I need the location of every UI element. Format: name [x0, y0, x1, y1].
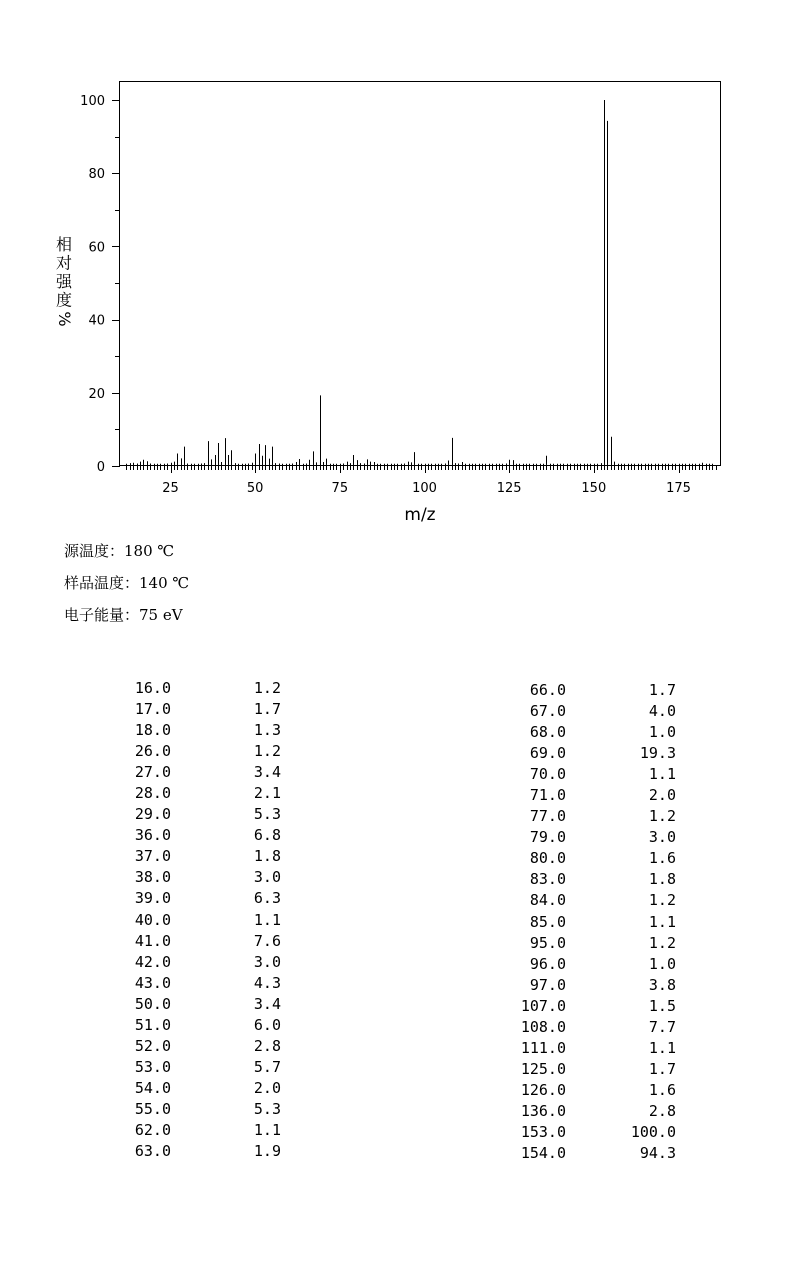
- intensity-value: 100.0: [630, 1122, 676, 1141]
- intensity-value: 1.7: [648, 1059, 676, 1078]
- intensity-value: 3.0: [253, 868, 281, 887]
- intensity-value: 3.0: [648, 828, 676, 847]
- mz-value: 71.0: [529, 786, 566, 805]
- intensity-value: 2.1: [253, 784, 281, 803]
- mz-value: 97.0: [529, 975, 566, 994]
- intensity-value: 1.7: [648, 681, 676, 699]
- mz-value: 54.0: [134, 1078, 171, 1097]
- y-tick-label: 40: [88, 313, 105, 329]
- mz-value: 41.0: [134, 931, 171, 950]
- y-tick-label: 20: [88, 386, 105, 402]
- mz-value: 153.0: [520, 1122, 566, 1141]
- intensity-value: 4.3: [253, 973, 281, 992]
- x-tick-label: 150: [581, 481, 607, 496]
- mass-spectrum-chart: [0, 0, 794, 530]
- x-tick-label: 25: [162, 481, 179, 496]
- mz-value: 27.0: [134, 763, 171, 782]
- mz-value: 136.0: [520, 1101, 566, 1120]
- mz-value: 36.0: [134, 826, 171, 845]
- intensity-value: 2.8: [253, 1036, 281, 1055]
- intensity-value: 5.7: [253, 1057, 281, 1076]
- mz-value: 154.0: [520, 1144, 566, 1163]
- mz-value: 50.0: [134, 994, 171, 1013]
- plot-frame: [120, 82, 721, 466]
- intensity-value: 7.7: [648, 1017, 676, 1036]
- y-axis-label-char: 相: [55, 235, 73, 254]
- mz-value: 26.0: [134, 742, 171, 761]
- intensity-value: 1.9: [253, 1142, 281, 1161]
- mz-value: 84.0: [529, 891, 566, 910]
- intensity-value: 5.3: [253, 805, 281, 824]
- intensity-value: 3.8: [648, 975, 676, 994]
- mz-value: 53.0: [134, 1057, 171, 1076]
- mz-value: 80.0: [529, 849, 566, 868]
- intensity-value: 1.2: [648, 933, 676, 952]
- mz-value: 85.0: [529, 912, 566, 931]
- intensity-value: 1.1: [648, 1038, 676, 1057]
- intensity-value: 1.0: [648, 723, 676, 742]
- mz-value: 108.0: [520, 1017, 566, 1036]
- intensity-value: 5.3: [253, 1099, 281, 1118]
- intensity-value: 1.1: [648, 912, 676, 931]
- x-axis-label: m/z: [404, 505, 436, 525]
- intensity-value: 3.0: [253, 952, 281, 971]
- mz-value: 18.0: [134, 721, 171, 740]
- mz-value: 39.0: [134, 889, 171, 908]
- intensity-value: 2.8: [648, 1101, 676, 1120]
- x-tick-label: 175: [666, 481, 691, 496]
- mz-value: 55.0: [134, 1099, 171, 1118]
- source-temperature: 源温度：180 ℃: [64, 542, 175, 560]
- mz-value: 69.0: [529, 744, 566, 763]
- y-axis-label-char: 度: [55, 290, 73, 310]
- y-axis-label-char: 强: [55, 272, 73, 291]
- intensity-value: 1.8: [648, 870, 676, 889]
- mz-value: 77.0: [529, 807, 566, 826]
- y-tick-label: 80: [88, 167, 105, 183]
- intensity-value: 1.1: [648, 765, 676, 784]
- x-tick-label: 125: [496, 481, 522, 496]
- mz-value: 68.0: [529, 723, 566, 742]
- intensity-value: 2.0: [253, 1078, 281, 1097]
- intensity-value: 1.2: [253, 679, 281, 697]
- mz-value: 79.0: [529, 828, 566, 847]
- mz-value: 37.0: [134, 847, 171, 866]
- intensity-value: 6.0: [253, 1015, 281, 1034]
- electron-energy: 电子能量：75 eV: [64, 606, 183, 624]
- mz-value: 16.0: [134, 679, 171, 697]
- y-tick-label: 0: [96, 460, 105, 475]
- intensity-value: 1.5: [648, 996, 676, 1015]
- intensity-value: 1.3: [253, 721, 281, 740]
- intensity-value: 1.1: [253, 1120, 281, 1139]
- intensity-value: 1.6: [648, 1080, 676, 1099]
- sample-temperature: 样品温度：140 ℃: [64, 574, 190, 592]
- intensity-value: 3.4: [253, 763, 281, 782]
- x-tick-label: 100: [412, 481, 437, 496]
- intensity-value: 1.8: [253, 847, 281, 866]
- mz-value: 43.0: [134, 973, 171, 992]
- mz-value: 63.0: [134, 1142, 171, 1161]
- intensity-value: 3.4: [253, 994, 281, 1013]
- intensity-value: 4.0: [648, 702, 676, 721]
- mz-value: 17.0: [134, 700, 171, 719]
- mz-value: 62.0: [134, 1120, 171, 1139]
- mz-value: 95.0: [529, 933, 566, 952]
- mz-value: 126.0: [520, 1080, 566, 1099]
- mz-value: 40.0: [134, 910, 171, 929]
- y-tick-label: 100: [80, 94, 105, 109]
- intensity-value: 6.3: [253, 889, 281, 908]
- intensity-value: 19.3: [639, 744, 676, 763]
- y-axis-label-char: %: [55, 311, 74, 327]
- intensity-value: 1.0: [648, 954, 676, 973]
- mz-value: 42.0: [134, 952, 171, 971]
- x-tick-label: 50: [246, 481, 264, 496]
- intensity-value: 1.1: [253, 910, 281, 929]
- mz-value: 96.0: [529, 954, 566, 973]
- mz-value: 107.0: [520, 996, 566, 1015]
- y-axis-label-char: 对: [55, 253, 73, 273]
- intensity-value: 2.0: [648, 786, 676, 805]
- mz-value: 29.0: [134, 805, 171, 824]
- y-tick-label: 60: [88, 240, 105, 256]
- intensity-value: 1.2: [648, 891, 676, 910]
- mz-value: 66.0: [529, 681, 566, 699]
- mz-value: 52.0: [134, 1036, 171, 1055]
- x-tick-label: 75: [331, 481, 349, 496]
- intensity-value: 6.8: [253, 826, 281, 845]
- intensity-value: 1.7: [253, 700, 281, 719]
- mz-value: 28.0: [134, 784, 171, 803]
- mz-value: 70.0: [529, 765, 566, 784]
- intensity-value: 1.6: [648, 849, 676, 868]
- mz-value: 83.0: [529, 870, 566, 889]
- mz-value: 67.0: [529, 702, 566, 721]
- mz-value: 125.0: [520, 1059, 566, 1078]
- intensity-value: 94.3: [639, 1144, 676, 1163]
- intensity-value: 1.2: [253, 742, 281, 761]
- mz-value: 38.0: [134, 868, 171, 887]
- intensity-value: 1.2: [648, 807, 676, 826]
- intensity-value: 7.6: [253, 931, 281, 950]
- mz-value: 51.0: [134, 1015, 171, 1034]
- mz-value: 111.0: [520, 1038, 566, 1057]
